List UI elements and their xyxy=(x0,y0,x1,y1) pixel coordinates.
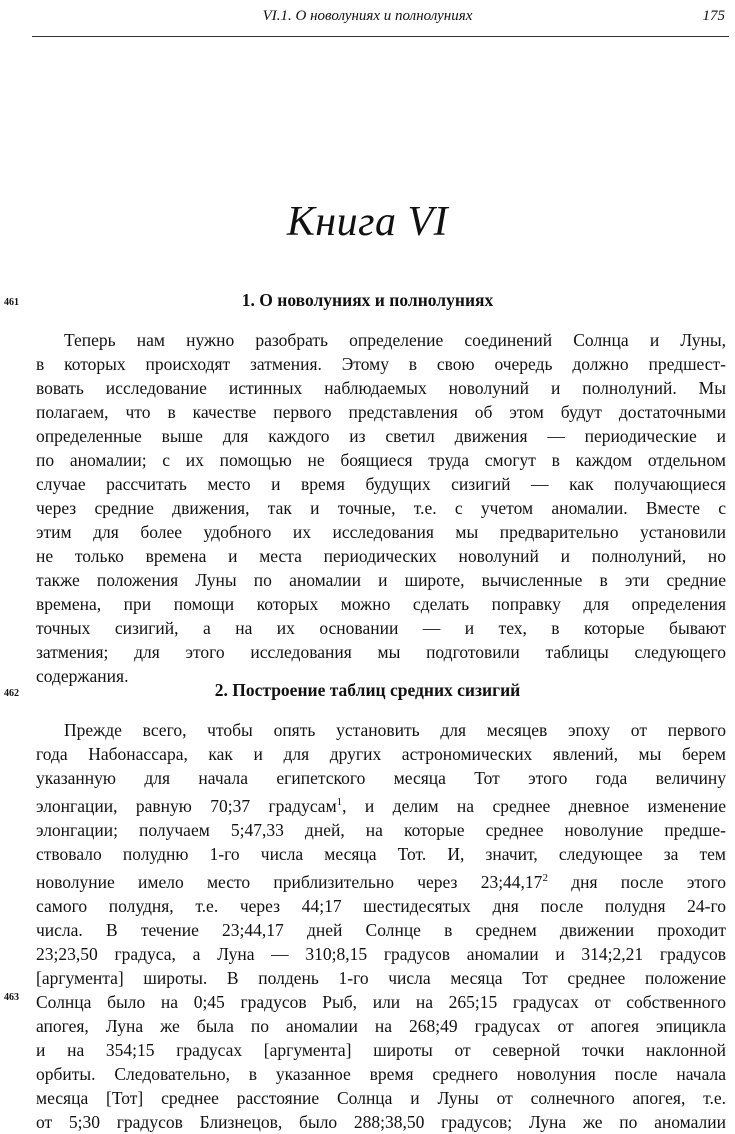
running-title: VI.1. О новолуниях и полнолуниях xyxy=(262,8,473,24)
text-line: орбиты. Следовательно, в указанное время среднего новолуния после начала xyxy=(36,1064,726,1084)
footnote-marker[interactable]: 2 xyxy=(542,872,548,885)
text-line: времена, при помощи которых можно сделать поправку для определения xyxy=(36,594,726,614)
line-text: элонгации, равную 70;37 градусам xyxy=(36,796,337,816)
text-line: 23;23,50 градуса, а Луна — 310;8,15 градусов аномалии и 314;2,21 градусов xyxy=(36,944,726,964)
header-rule xyxy=(32,36,729,37)
line-text: новолуние имело место приблизительно через 23;44,17 xyxy=(36,872,543,892)
text-line: месяца [Тот] среднее расстояние Солнца и Луны от солнечного апогея, т.е. xyxy=(36,1088,726,1108)
text-line: Теперь нам нужно разобрать определение соединений Солнца и Луны, xyxy=(64,330,726,350)
text-line: затмения; для этого исследования мы подготовили таблицы следующего xyxy=(36,642,726,662)
text-line xyxy=(36,790,726,818)
paragraph xyxy=(36,328,726,688)
text-line: года Набонассара, как и для других астрономических явлений, мы берем xyxy=(36,744,726,764)
text-line: [аргумента] широты. В полдень 1-го числа месяца Тот среднее положение xyxy=(36,968,726,988)
margin-number: 461 xyxy=(4,297,19,308)
text-line: апогея, Луна же была по аномалии на 268;49 градусах от апогея эпицикла xyxy=(36,1016,726,1036)
section-title: 2. Построение таблиц средних сизигий xyxy=(214,680,521,700)
text-line: точных сизигий, а на их основании — и тех, в которые бывают xyxy=(36,618,726,638)
text-line: случае рассчитать место и время будущих сизигий — как получающиеся xyxy=(36,474,726,494)
text-line: по аномалии; с их помощью не боящиеся труда смогут в каждом отдельном xyxy=(36,450,726,470)
text-line: элонгации; получаем 5;47,33 дней, на которые среднее новолуние предше- xyxy=(36,820,726,840)
text-line: через средние движения, так и точные, т.е. с учетом аномалии. Вместе с xyxy=(36,498,726,518)
text-line: Прежде всего, чтобы опять установить для месяцев эпоху от первого xyxy=(64,720,726,740)
text-line: Солнца было на 0;45 градусов Рыб, или на 265;15 градусах от собственного xyxy=(36,992,726,1012)
text-line: и на 354;15 градусах [аргумента] широты от северной точки наклонной xyxy=(36,1040,726,1060)
text-line: самого полудня, т.е. через 44;17 шестидесятых дня после полудня 24-го xyxy=(36,896,726,916)
text-line: указанную для начала египетского месяца Тот этого года величину xyxy=(36,768,726,788)
paragraph xyxy=(36,718,726,1134)
text-line: содержания. xyxy=(36,666,129,686)
margin-number: 462 xyxy=(4,688,19,699)
text-line: определенные выше для каждого из светил движения — периодические и xyxy=(36,426,726,446)
line-text: , и делим на среднее дневное изменение xyxy=(342,796,726,816)
running-head xyxy=(0,4,735,28)
text-line: числа. В течение 23;44,17 дней Солнце в среднем движении проходит xyxy=(36,920,726,940)
text-line: также положения Луны по аномалии и широте, вычисленные в эти средние xyxy=(36,570,726,590)
text-line xyxy=(36,866,726,894)
book-title: Книга VI xyxy=(286,199,449,245)
text-line: от 5;30 градусов Близнецов, было 288;38,50 градусов; Луна же по аномалии xyxy=(36,1112,726,1132)
text-line: полагаем, что в качестве первого представления об этом будут достаточными xyxy=(36,402,726,422)
text-line: ствовало полудню 1-го числа месяца Тот. И, значит, следующее за тем xyxy=(36,844,726,864)
line-text: дня после этого xyxy=(547,872,726,892)
text-line: этим для более удобного их исследования мы предварительно установили xyxy=(36,522,726,542)
footnote-marker[interactable]: 1 xyxy=(336,796,343,809)
text-line: не только времена и места периодических новолуний и полнолуний, но xyxy=(36,546,726,566)
text-line: вовать исследование истинных наблюдаемых новолуний и полнолуний. Мы xyxy=(36,378,726,398)
text-line: в которых происходят затмения. Этому в свою очередь должно предшест- xyxy=(36,354,726,374)
page-number: 175 xyxy=(702,8,725,24)
section-title: 1. О новолуниях и полнолуниях xyxy=(241,290,494,310)
margin-number: 463 xyxy=(4,992,19,1003)
